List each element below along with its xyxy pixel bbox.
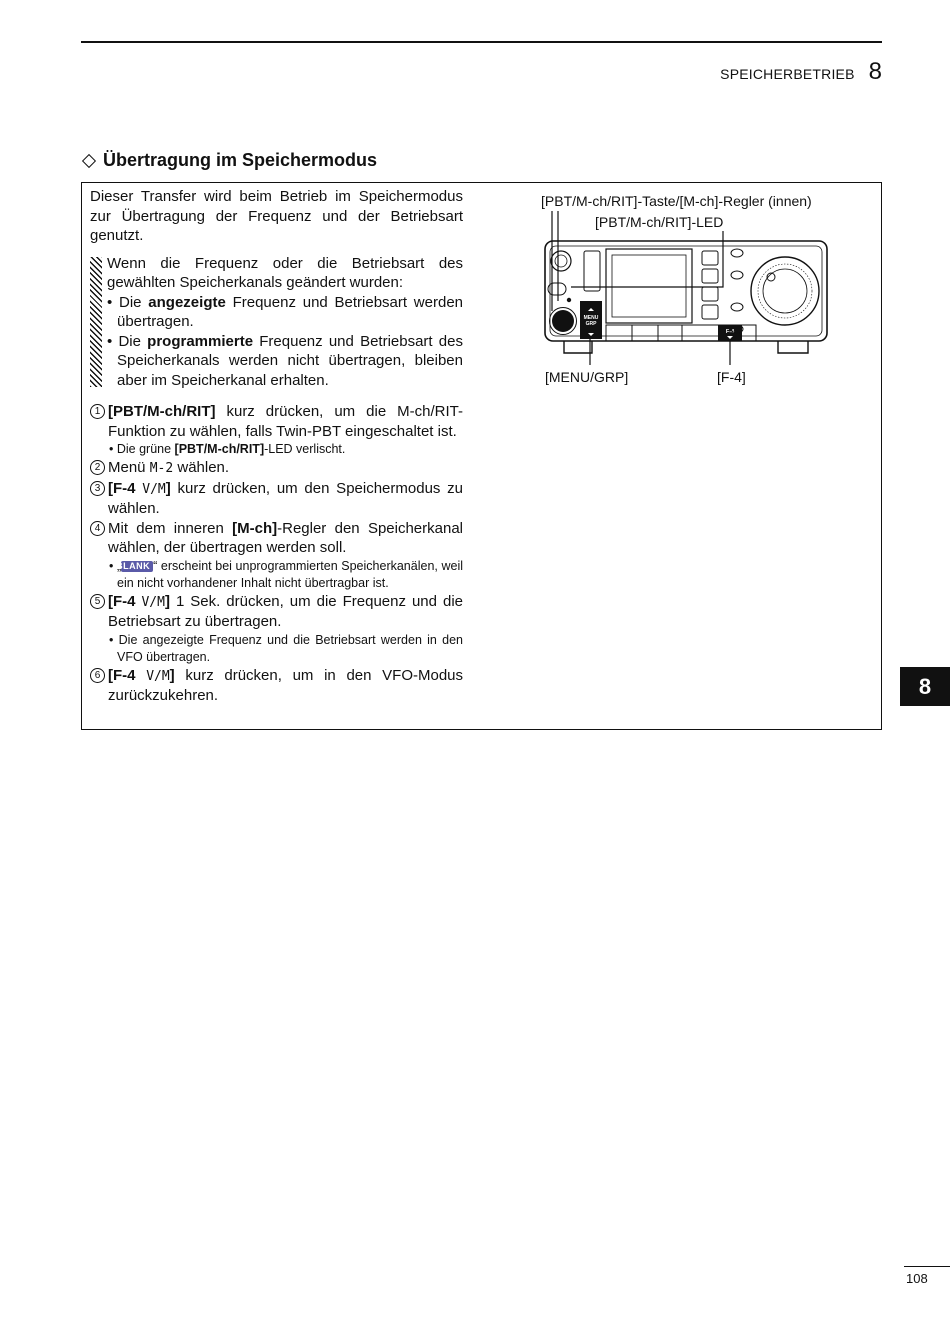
section-heading (81, 150, 377, 171)
step-4: 4 Mit dem inneren [M-ch]-Regler den Speicherkanal wählen, der übertragen werden soll. • „BLANK “ erscheint bei unprogrammierten Speicherkanälen, weil ein nicht vorhandener Inhalt nicht übertragbar ist. (90, 519, 463, 592)
chapter-header (720, 58, 882, 86)
lcd-text: M-2 (149, 461, 174, 476)
lcd-text: V/M (142, 481, 166, 497)
content-box (81, 182, 882, 730)
step-list (90, 402, 463, 706)
note-hatch-icon (90, 257, 102, 387)
note-bullet: • Die angezeigte Frequenz und Betriebsart werden übertragen. (107, 293, 464, 330)
lcd-text: V/M (146, 668, 170, 684)
step-6: 6 [F-4 V/M] kurz drücken, um in den VFO-Modus zurückzukehren. (90, 666, 463, 706)
step-number: 5 (90, 594, 105, 609)
intro-paragraph: Dieser Transfer wird beim Betrieb im Speichermodus zur Übertragung der Frequenz und der Betriebsart genutzt. (90, 188, 463, 244)
header-rule (81, 41, 882, 43)
label-led: [PBT/M-ch/RIT]-LED (595, 214, 724, 230)
display-screen (606, 249, 692, 323)
diamond-icon (82, 153, 96, 167)
note-text: Wenn die Frequenz oder die Betriebsart des gewählten Speicherkanals geändert wurden: (107, 254, 463, 291)
chapter-side-tab: 8 (900, 667, 950, 706)
step-note: • „BLANK “ erscheint bei unprogrammierten Speicherkanälen, weil ein nicht vorhandener Inhalt nicht übertragbar ist. (109, 558, 464, 590)
chapter-title: SPEICHERBETRIEB (720, 66, 855, 82)
led-icon (567, 298, 571, 302)
svg-text:GRP: GRP (585, 321, 597, 327)
main-dial-icon (751, 257, 819, 325)
instruction-column (90, 187, 463, 706)
step-1: 1 [PBT/M-ch/RIT] kurz drücken, um die M-ch/RIT-Funktion zu wählen, falls Twin-PBT eingeschaltet ist. • Die grüne [PBT/M-ch/RIT]-LED verlischt. (90, 402, 463, 458)
note-bullet: • Die programmierte Frequenz und Betriebsart des Speicherkanals werden nicht übertragen, bleiben aber im Speicherkanal erhalten. (107, 332, 463, 389)
step-number: 6 (90, 668, 105, 683)
lcd-text: V/M (141, 594, 165, 610)
step-note: • Die grüne [PBT/M-ch/RIT]-LED verlischt. (109, 442, 346, 456)
page-number: 108 (906, 1271, 928, 1286)
chapter-number: 8 (868, 58, 882, 85)
step-number: 1 (90, 404, 105, 419)
label-knob: [PBT/M-ch/RIT]-Taste/[M-ch]-Regler (innen) (541, 193, 812, 209)
step-number: 2 (90, 460, 105, 475)
svg-text:MENU: MENU (583, 315, 599, 321)
label-f4: [F-4] (717, 369, 746, 385)
step-2: 2 Menü M-2 wählen. (90, 458, 463, 479)
label-menu-grp: [MENU/GRP] (545, 369, 629, 385)
section-title: Übertragung im Speichermodus (103, 150, 378, 170)
mch-knob-icon (552, 310, 574, 332)
step-note: • Die angezeigte Frequenz und die Betriebsart werden in den VFO übertragen. (109, 632, 463, 664)
step-number: 3 (90, 481, 105, 496)
page-number-rule (904, 1266, 950, 1267)
svg-text:F-4: F-4 (725, 329, 735, 335)
step-5: 5 [F-4 V/M] 1 Sek. drücken, um die Frequenz und die Betriebsart zu übertragen. • Die angezeigte Frequenz und die Betriebsart werden in den VFO übertragen. (90, 592, 463, 666)
note-block (90, 254, 463, 391)
blank-badge: BLANK (121, 561, 153, 572)
radio-front-panel-diagram (522, 183, 882, 403)
step-3: 3 [F-4 V/M] kurz drücken, um den Speichermodus zu wählen. (90, 479, 463, 519)
step-number: 4 (90, 521, 105, 536)
